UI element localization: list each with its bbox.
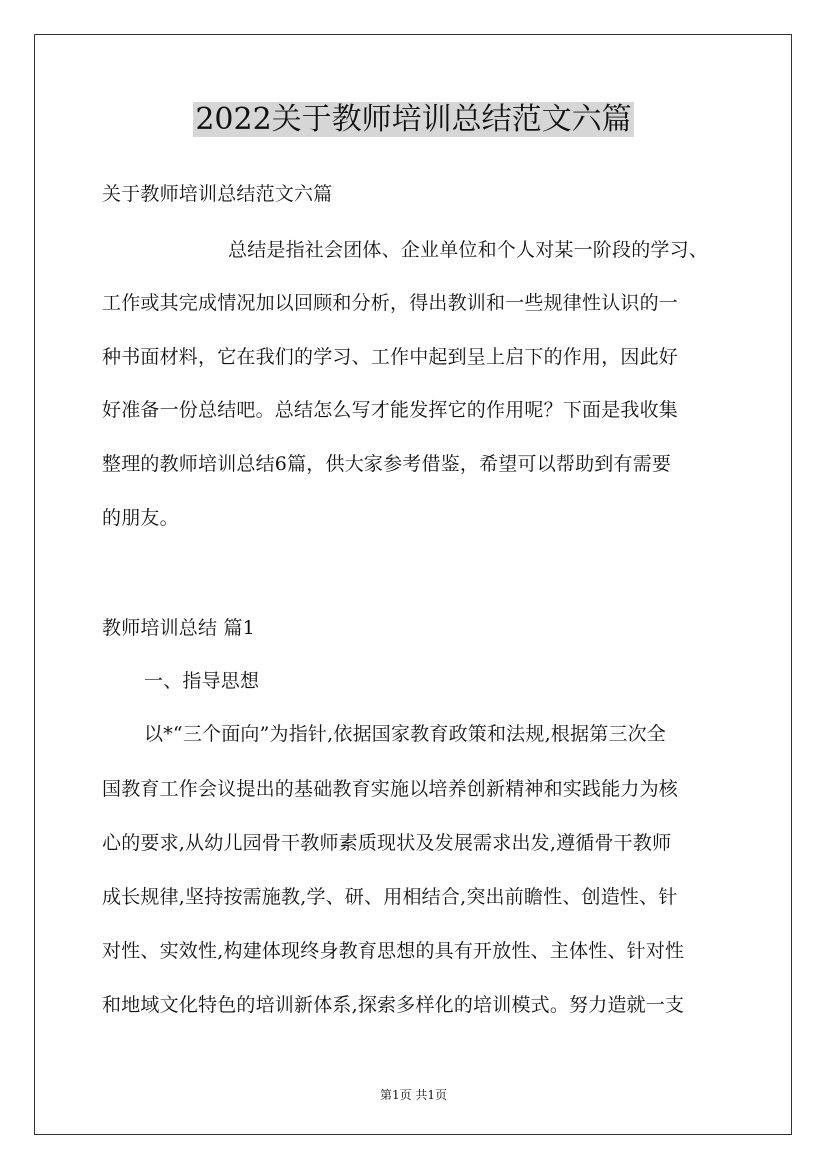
intro-line: 整理的教师培训总结6篇，供大家参考借鉴，希望可以帮助到有需要 (102, 453, 672, 475)
body-line: 成长规律,坚持按需施教,学、研、用相结合,突出前瞻性、创造性、针 (102, 886, 678, 908)
intro-line: 工作或其完成情况加以回顾和分析，得出教训和一些规律性认识的一 (102, 292, 679, 314)
document-title (0, 100, 827, 140)
body-line: 国教育工作会议提出的基础教育实施以培养创新精神和实践能力为核 (102, 778, 679, 800)
page-footer: 第1页 共1页 (379, 1088, 448, 1102)
body-line: 以*“三个面向”为指针,依据国家教育政策和法规,根据第三次全 (144, 723, 667, 745)
body-line: 对性、实效性,构建体现终身教育思想的具有开放性、主体性、针对性 (102, 940, 685, 962)
body-line: 心的要求,从幼儿园骨干教师素质现状及发展需求出发,遵循骨干教师 (102, 832, 672, 854)
subtitle: 关于教师培训总结范文六篇 (102, 183, 333, 205)
intro-line: 种书面材料，它在我们的学习、工作中起到呈上启下的作用，因此好 (102, 346, 679, 368)
document-title-text: 2022关于教师培训总结范文六篇 (195, 102, 632, 137)
intro-line: 好准备一份总结吧。总结怎么写才能发挥它的作用呢？下面是我收集 (102, 399, 679, 421)
intro-line: 的朋友。 (102, 507, 179, 529)
section-heading: 教师培训总结 篇1 (102, 617, 255, 639)
body-line: 和地域文化特色的培训新体系,探索多样化的培训模式。努力造就一支 (102, 994, 685, 1016)
intro-line: 总结是指社会团体、企业单位和个人对某一阶段的学习、 (228, 239, 709, 261)
subheading: 一、指导思想 (144, 670, 260, 692)
